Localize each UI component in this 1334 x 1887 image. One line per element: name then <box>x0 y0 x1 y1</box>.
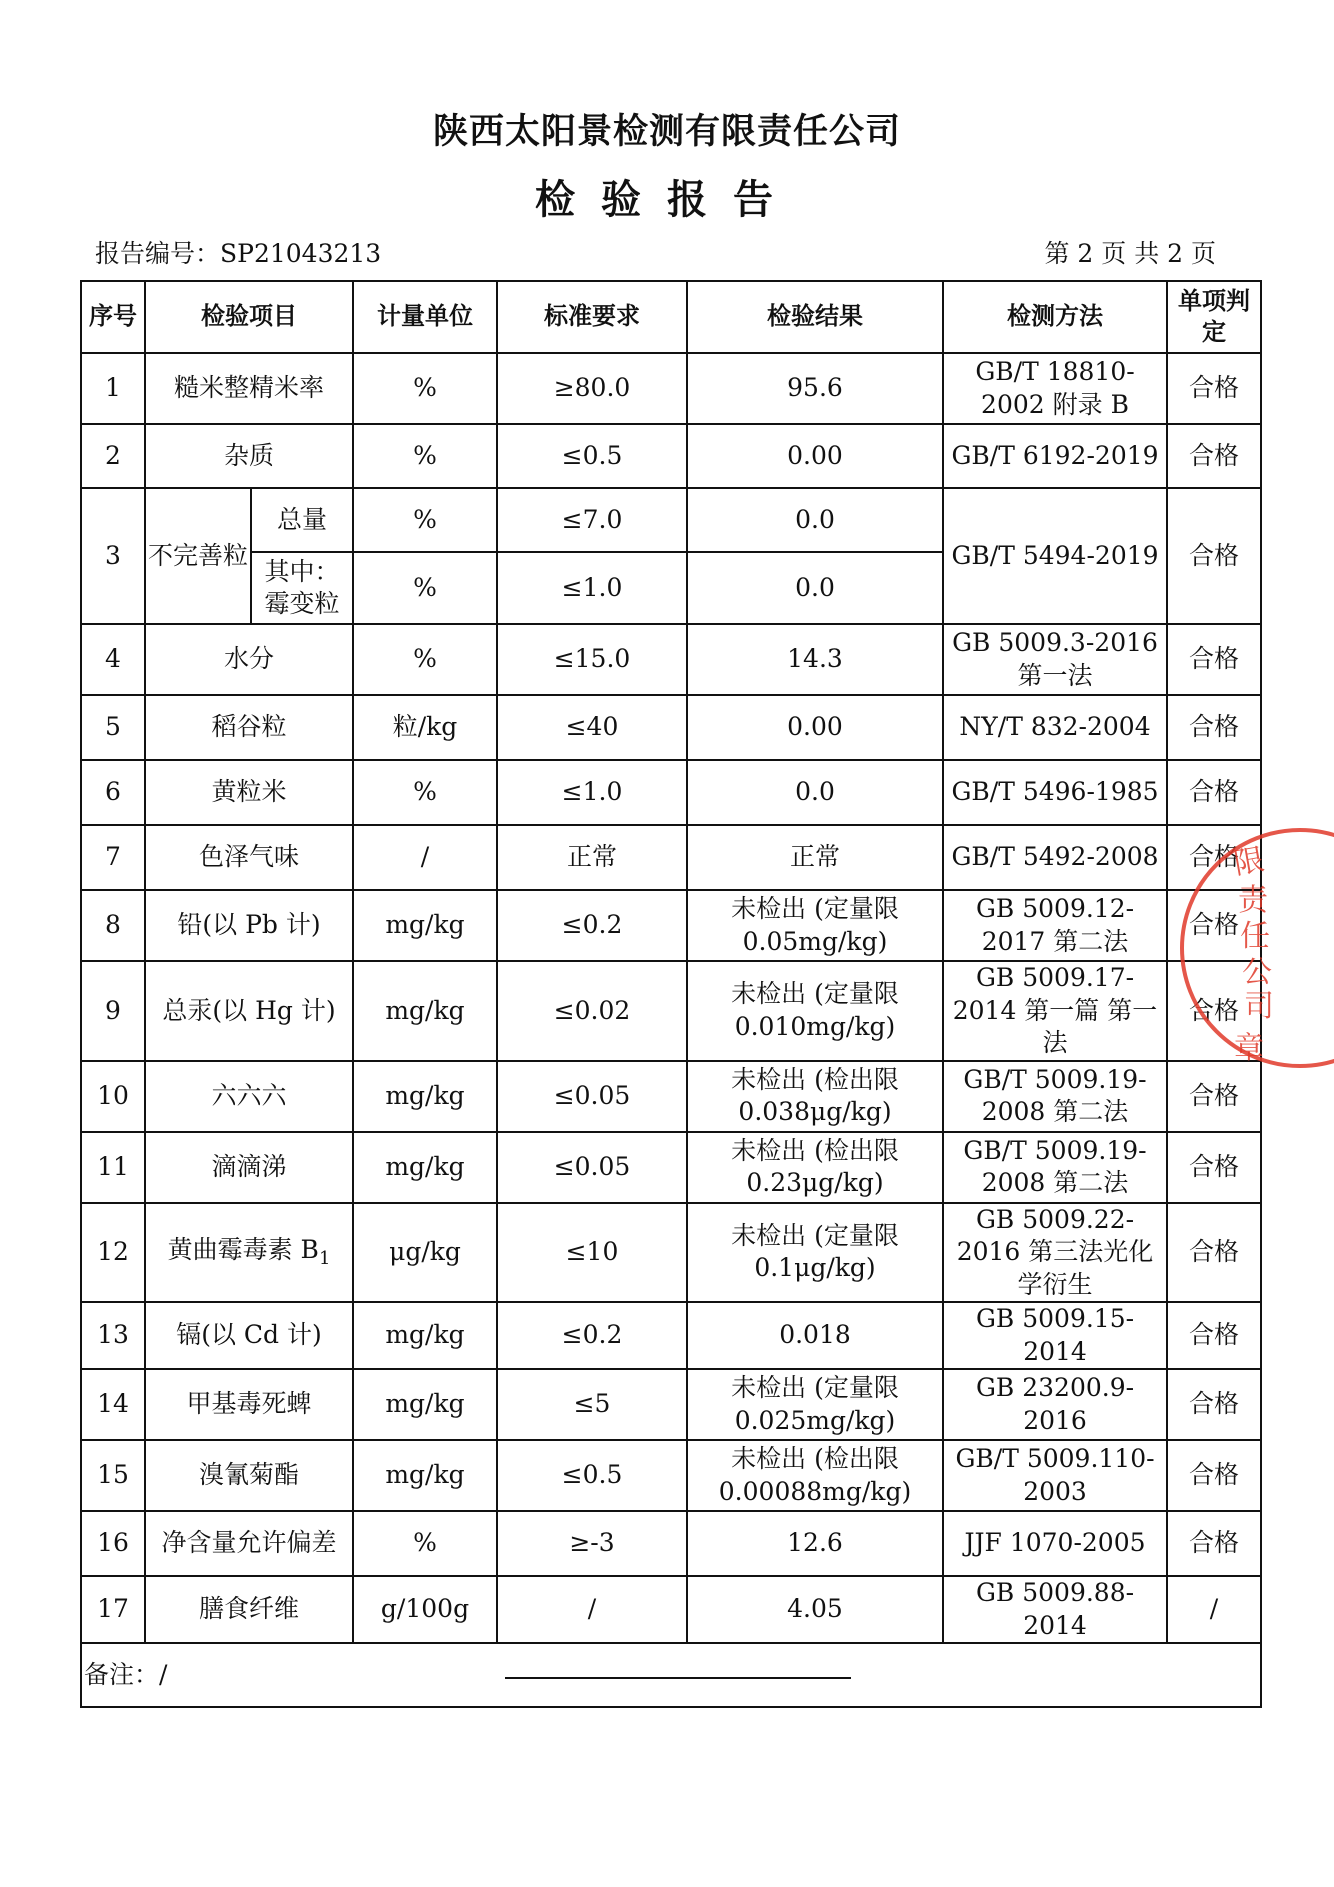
row-unit: % <box>353 552 497 624</box>
table-row <box>81 488 1261 552</box>
row-result: 未检出 (定量限 0.025mg/kg) <box>687 1369 943 1440</box>
row-item: 铅(以 Pb 计) <box>145 890 353 961</box>
row-unit: mg/kg <box>353 890 497 961</box>
row-requirement: ≤0.2 <box>497 890 687 961</box>
row-no: 4 <box>81 624 145 695</box>
row-requirement: ≤1.0 <box>497 552 687 624</box>
row-item: 水分 <box>145 624 353 695</box>
remark: 备注：/ <box>81 1643 1261 1707</box>
row-requirement: ≥-3 <box>497 1511 687 1576</box>
row-result: 0.00 <box>687 695 943 760</box>
row-unit: % <box>353 760 497 825</box>
table-row <box>81 1440 1261 1511</box>
row-item: 净含量允许偏差 <box>145 1511 353 1576</box>
row-no: 13 <box>81 1302 145 1369</box>
row-unit: / <box>353 825 497 890</box>
row-method: GB 5009.17-2014 第一篇 第一法 <box>943 961 1167 1061</box>
row-requirement: ≤15.0 <box>497 624 687 695</box>
table-row <box>81 624 1261 695</box>
table-row <box>81 825 1261 890</box>
row-unit: % <box>353 1511 497 1576</box>
row-result: 0.0 <box>687 760 943 825</box>
row-verdict: 合格 <box>1167 488 1261 624</box>
row-result: 未检出 (定量限 0.05mg/kg) <box>687 890 943 961</box>
end-line <box>505 1677 851 1679</box>
row-verdict: 合格 <box>1167 424 1261 488</box>
row-method: GB 5009.3-2016 第一法 <box>943 624 1167 695</box>
row-no: 10 <box>81 1061 145 1132</box>
table-row <box>81 1511 1261 1576</box>
row-method: JJF 1070-2005 <box>943 1511 1167 1576</box>
row-item: 色泽气味 <box>145 825 353 890</box>
row-verdict: 合格 <box>1167 695 1261 760</box>
remark-row <box>81 1643 1261 1707</box>
row-requirement: ≤0.05 <box>497 1061 687 1132</box>
row-verdict: 合格 <box>1167 1440 1261 1511</box>
row-result: 未检出 (检出限 0.00088mg/kg) <box>687 1440 943 1511</box>
row-requirement: ≤0.5 <box>497 1440 687 1511</box>
col-header-item: 检验项目 <box>145 281 353 353</box>
row-method: GB 23200.9-2016 <box>943 1369 1167 1440</box>
row-method: GB/T 5496-1985 <box>943 760 1167 825</box>
row-method: GB/T 5009.19-2008 第二法 <box>943 1061 1167 1132</box>
row-verdict: 合格 <box>1167 1369 1261 1440</box>
row-verdict: 合格 <box>1167 1203 1261 1303</box>
row-item-subscript: 1 <box>318 1248 331 1270</box>
row-unit: % <box>353 353 497 424</box>
inspection-table <box>80 280 1262 1708</box>
table-row <box>81 890 1261 961</box>
row-no: 1 <box>81 353 145 424</box>
table-row <box>81 1061 1261 1132</box>
row-verdict: 合格 <box>1167 890 1261 961</box>
row-result: 未检出 (检出限 0.038μg/kg) <box>687 1061 943 1132</box>
table-row <box>81 961 1261 1061</box>
row-item: 糙米整精米率 <box>145 353 353 424</box>
col-header-method: 检测方法 <box>943 281 1167 353</box>
row-method: GB 5009.22-2016 第三法光化学衍生 <box>943 1203 1167 1303</box>
table-row <box>81 760 1261 825</box>
row-unit: % <box>353 488 497 552</box>
report-number: 报告编号：SP21043213 <box>95 239 382 268</box>
row-no: 9 <box>81 961 145 1061</box>
row-no: 11 <box>81 1132 145 1203</box>
row-verdict: 合格 <box>1167 760 1261 825</box>
row-verdict: 合格 <box>1167 1511 1261 1576</box>
report-title: 检验报告 <box>535 177 799 223</box>
row-result: 正常 <box>687 825 943 890</box>
svg-text:章: 章 <box>1234 1031 1264 1066</box>
row-verdict: 合格 <box>1167 624 1261 695</box>
row-no: 7 <box>81 825 145 890</box>
row-method: GB/T 5492-2008 <box>943 825 1167 890</box>
table-row <box>81 1132 1261 1203</box>
row-item: 总汞(以 Hg 计) <box>145 961 353 1061</box>
row-verdict: 合格 <box>1167 353 1261 424</box>
table-row <box>81 353 1261 424</box>
row-no: 6 <box>81 760 145 825</box>
row-result: 4.05 <box>687 1576 943 1643</box>
row-requirement: ≤7.0 <box>497 488 687 552</box>
row-item: 不完善粒 <box>145 488 251 624</box>
table-row <box>81 1576 1261 1643</box>
row-unit: mg/kg <box>353 1440 497 1511</box>
row-method: GB/T 5009.110-2003 <box>943 1440 1167 1511</box>
row-item: 稻谷粒 <box>145 695 353 760</box>
row-item: 六六六 <box>145 1061 353 1132</box>
row-unit: mg/kg <box>353 961 497 1061</box>
row-result: 未检出 (定量限 0.1μg/kg) <box>687 1203 943 1303</box>
row-requirement: ≤0.02 <box>497 961 687 1061</box>
company-name: 陕西太阳景检测有限责任公司 <box>432 112 901 152</box>
row-no: 3 <box>81 488 145 624</box>
row-method: GB 5009.15-2014 <box>943 1302 1167 1369</box>
header-row <box>81 281 1261 353</box>
row-requirement: ≤0.2 <box>497 1302 687 1369</box>
row-verdict: 合格 <box>1167 825 1261 890</box>
row-unit: mg/kg <box>353 1132 497 1203</box>
row-requirement: / <box>497 1576 687 1643</box>
row-requirement: ≥80.0 <box>497 353 687 424</box>
row-method: GB 5009.12-2017 第二法 <box>943 890 1167 961</box>
svg-text:司: 司 <box>1244 989 1274 1024</box>
row-method: GB/T 5494-2019 <box>943 488 1167 624</box>
svg-text:公: 公 <box>1242 955 1272 990</box>
row-result: 未检出 (检出限 0.23μg/kg) <box>687 1132 943 1203</box>
row-result: 0.00 <box>687 424 943 488</box>
row-unit: mg/kg <box>353 1302 497 1369</box>
row-method: GB/T 5009.19-2008 第二法 <box>943 1132 1167 1203</box>
row-no: 12 <box>81 1203 145 1303</box>
row-method: GB 5009.88-2014 <box>943 1576 1167 1643</box>
row-item: 滴滴涕 <box>145 1132 353 1203</box>
row-item-text: 黄曲霉毒素 B <box>167 1235 319 1265</box>
row-requirement: ≤0.5 <box>497 424 687 488</box>
svg-text:责: 责 <box>1238 883 1268 918</box>
row-no: 17 <box>81 1576 145 1643</box>
row-requirement: ≤1.0 <box>497 760 687 825</box>
page-info: 第 2 页 共 2 页 <box>1044 239 1216 268</box>
row-item: 溴氰菊酯 <box>145 1440 353 1511</box>
row-unit: mg/kg <box>353 1369 497 1440</box>
row-subitem: 总量 <box>251 488 353 552</box>
col-header-unit: 计量单位 <box>353 281 497 353</box>
row-unit: % <box>353 424 497 488</box>
row-requirement: ≤5 <box>497 1369 687 1440</box>
row-verdict: 合格 <box>1167 961 1261 1061</box>
row-requirement: 正常 <box>497 825 687 890</box>
row-item: 膳食纤维 <box>145 1576 353 1643</box>
table-row <box>81 1302 1261 1369</box>
row-result: 14.3 <box>687 624 943 695</box>
col-header-verdict: 单项判定 <box>1167 281 1261 353</box>
row-method: GB/T 18810-2002 附录 B <box>943 353 1167 424</box>
row-no: 14 <box>81 1369 145 1440</box>
row-no: 15 <box>81 1440 145 1511</box>
row-requirement: ≤10 <box>497 1203 687 1303</box>
table-row <box>81 1203 1261 1303</box>
row-result: 0.018 <box>687 1302 943 1369</box>
table-row <box>81 695 1261 760</box>
row-item: 黄粒米 <box>145 760 353 825</box>
row-result: 0.0 <box>687 552 943 624</box>
row-verdict: 合格 <box>1167 1302 1261 1369</box>
row-item: 镉(以 Cd 计) <box>145 1302 353 1369</box>
row-requirement: ≤40 <box>497 695 687 760</box>
table-row <box>81 1369 1261 1440</box>
svg-text:任: 任 <box>1240 919 1270 954</box>
row-verdict: / <box>1167 1576 1261 1643</box>
row-result: 0.0 <box>687 488 943 552</box>
row-subitem: 其中：霉变粒 <box>251 552 353 624</box>
row-method: NY/T 832-2004 <box>943 695 1167 760</box>
row-unit: 粒/kg <box>353 695 497 760</box>
row-unit: mg/kg <box>353 1061 497 1132</box>
row-item: 甲基毒死蜱 <box>145 1369 353 1440</box>
row-result: 95.6 <box>687 353 943 424</box>
row-no: 5 <box>81 695 145 760</box>
svg-text:限: 限 <box>1231 842 1267 882</box>
table-row <box>81 424 1261 488</box>
row-no: 8 <box>81 890 145 961</box>
row-no: 2 <box>81 424 145 488</box>
row-item <box>145 1203 353 1303</box>
row-verdict: 合格 <box>1167 1132 1261 1203</box>
col-header-no: 序号 <box>81 281 145 353</box>
col-header-requirement: 标准要求 <box>497 281 687 353</box>
row-result: 12.6 <box>687 1511 943 1576</box>
col-header-result: 检验结果 <box>687 281 943 353</box>
row-result: 未检出 (定量限 0.010mg/kg) <box>687 961 943 1061</box>
row-item: 杂质 <box>145 424 353 488</box>
row-requirement: ≤0.05 <box>497 1132 687 1203</box>
row-method: GB/T 6192-2019 <box>943 424 1167 488</box>
row-unit: μg/kg <box>353 1203 497 1303</box>
row-unit: g/100g <box>353 1576 497 1643</box>
row-verdict: 合格 <box>1167 1061 1261 1132</box>
row-unit: % <box>353 624 497 695</box>
row-no: 16 <box>81 1511 145 1576</box>
